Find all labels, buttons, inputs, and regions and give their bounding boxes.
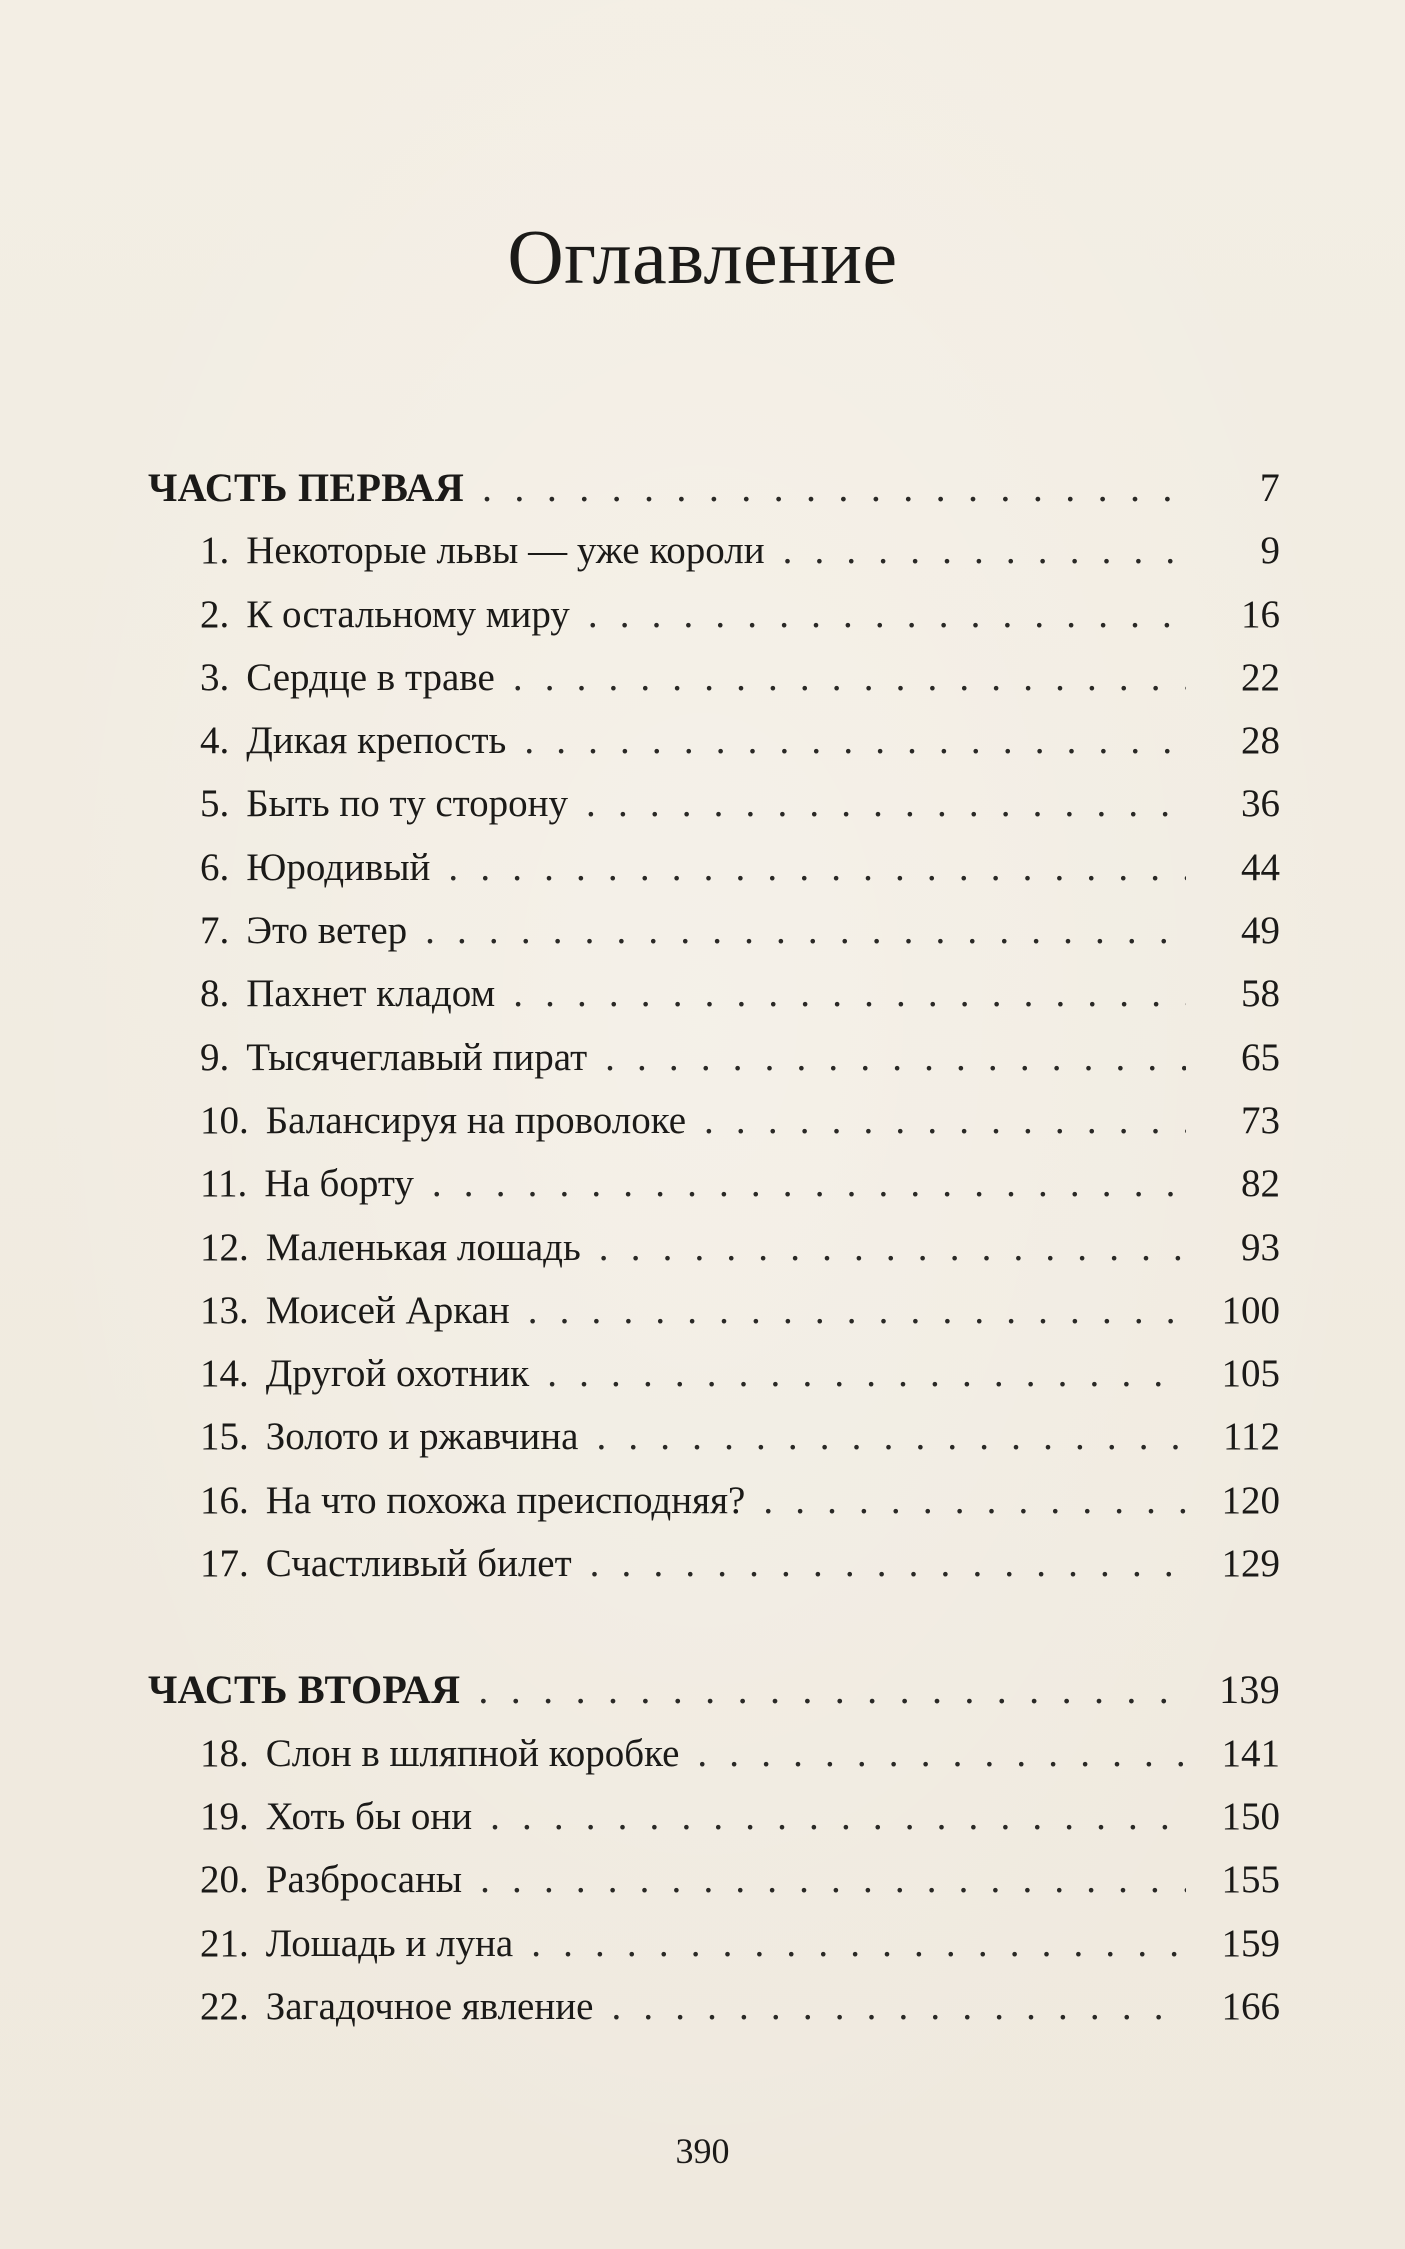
chapter-title: Золото и ржавчина xyxy=(265,1415,579,1459)
toc-chapter-row[interactable] xyxy=(148,1216,1280,1279)
toc-chapter-row[interactable] xyxy=(148,772,1280,835)
chapter-number: 7. xyxy=(200,909,230,953)
toc-chapter-row[interactable] xyxy=(148,1405,1280,1468)
dot-leader xyxy=(697,1722,1186,1785)
chapter-page-number: 141 xyxy=(1221,1731,1280,1775)
chapter-page-number: 65 xyxy=(1241,1035,1280,1079)
chapter-title: Некоторые львы — уже короли xyxy=(246,529,765,573)
toc-chapter-row[interactable] xyxy=(148,1279,1280,1342)
chapter-page-number: 28 xyxy=(1241,719,1280,763)
table-of-contents xyxy=(148,456,1280,2038)
chapter-page-number: 73 xyxy=(1241,1098,1280,1142)
dot-leader xyxy=(425,899,1186,962)
chapter-title: На борту xyxy=(264,1162,414,1206)
toc-chapter-row[interactable] xyxy=(148,1975,1280,2038)
chapter-page-number: 105 xyxy=(1221,1352,1280,1396)
part-page-number: 139 xyxy=(1219,1667,1280,1713)
chapter-number: 3. xyxy=(200,655,230,699)
dot-leader xyxy=(763,1469,1186,1532)
chapter-title: Быть по ту сторону xyxy=(246,782,569,826)
dot-leader xyxy=(528,1279,1186,1342)
chapter-page-number: 36 xyxy=(1241,782,1280,826)
part-spacer xyxy=(148,1595,1280,1658)
dot-leader xyxy=(547,1342,1186,1405)
toc-chapter-row[interactable] xyxy=(148,646,1280,709)
chapter-number: 10. xyxy=(200,1098,249,1142)
chapter-page-number: 9 xyxy=(1260,529,1280,573)
chapter-page-number: 93 xyxy=(1241,1225,1280,1269)
part-page-number: 7 xyxy=(1259,465,1280,510)
chapter-page-number: 159 xyxy=(1221,1921,1280,1965)
toc-chapter-row[interactable] xyxy=(148,1089,1280,1152)
page-number-folio: 390 xyxy=(675,2131,730,2171)
chapter-page-number: 112 xyxy=(1222,1415,1280,1459)
chapter-number: 13. xyxy=(200,1288,249,1332)
chapter-number: 9. xyxy=(200,1035,230,1079)
dot-leader xyxy=(783,519,1186,582)
dot-leader xyxy=(482,456,1186,519)
chapter-number: 16. xyxy=(200,1478,249,1522)
toc-chapter-row[interactable] xyxy=(148,1026,1280,1089)
chapter-page-number: 82 xyxy=(1241,1162,1280,1206)
chapter-page-number: 155 xyxy=(1221,1858,1280,1902)
chapter-title: Счастливый билет xyxy=(265,1542,572,1586)
chapter-title: Разбросаны xyxy=(265,1858,463,1902)
dot-leader xyxy=(513,962,1186,1025)
chapter-title: Слон в шляпной коробке xyxy=(265,1731,680,1775)
dot-leader xyxy=(531,1912,1186,1975)
chapter-number: 18. xyxy=(200,1731,249,1775)
chapter-title: Это ветер xyxy=(246,909,408,953)
chapter-number: 21. xyxy=(200,1921,249,1965)
toc-chapter-row[interactable] xyxy=(148,836,1280,899)
chapter-title: Пахнет кладом xyxy=(246,972,496,1016)
chapter-number: 22. xyxy=(200,1984,249,2028)
dot-leader xyxy=(586,772,1186,835)
toc-chapter-row[interactable] xyxy=(148,962,1280,1025)
dot-leader xyxy=(605,1026,1186,1089)
chapter-title: Другой охотник xyxy=(265,1352,530,1396)
chapter-page-number: 129 xyxy=(1221,1542,1280,1586)
chapter-number: 14. xyxy=(200,1352,249,1396)
dot-leader xyxy=(590,1532,1186,1595)
toc-chapter-row[interactable] xyxy=(148,1848,1280,1911)
chapter-page-number: 16 xyxy=(1241,592,1280,636)
toc-chapter-row[interactable] xyxy=(148,1469,1280,1532)
toc-chapter-row[interactable] xyxy=(148,1152,1280,1215)
chapter-number: 8. xyxy=(200,972,230,1016)
chapter-page-number: 49 xyxy=(1241,909,1280,953)
toc-part-heading[interactable] xyxy=(148,1658,1280,1721)
toc-chapter-row[interactable] xyxy=(148,1722,1280,1785)
chapter-title: Хоть бы они xyxy=(265,1794,473,1838)
chapter-number: 5. xyxy=(200,782,230,826)
chapter-page-number: 150 xyxy=(1221,1794,1280,1838)
chapter-page-number: 44 xyxy=(1241,845,1280,889)
chapter-title: На что похожа преисподняя? xyxy=(265,1478,746,1522)
chapter-number: 17. xyxy=(200,1542,249,1586)
chapter-title: Загадочное явление xyxy=(265,1984,594,2028)
dot-leader xyxy=(448,836,1186,899)
chapter-title: Тысячеглавый пират xyxy=(246,1035,588,1079)
toc-part-heading[interactable] xyxy=(148,456,1280,519)
chapter-title: Дикая крепость xyxy=(246,719,507,763)
dot-leader xyxy=(588,583,1186,646)
chapter-title: Юродивый xyxy=(246,845,431,889)
toc-chapter-row[interactable] xyxy=(148,1532,1280,1595)
chapter-title: Моисей Аркан xyxy=(265,1288,510,1332)
chapter-number: 1. xyxy=(200,529,230,573)
dot-leader xyxy=(611,1975,1186,2038)
toc-chapter-row[interactable] xyxy=(148,583,1280,646)
part-label: ЧАСТЬ ВТОРАЯ xyxy=(148,1667,461,1713)
chapter-number: 11. xyxy=(200,1162,248,1206)
chapter-number: 19. xyxy=(200,1794,249,1838)
chapter-title: Маленькая лошадь xyxy=(265,1225,581,1269)
chapter-page-number: 120 xyxy=(1221,1478,1280,1522)
chapter-page-number: 100 xyxy=(1221,1288,1280,1332)
chapter-title: Сердце в траве xyxy=(246,655,495,699)
dot-leader xyxy=(478,1658,1186,1721)
chapter-number: 4. xyxy=(200,719,230,763)
toc-chapter-row[interactable] xyxy=(148,899,1280,962)
dot-leader xyxy=(599,1216,1186,1279)
dot-leader xyxy=(480,1848,1186,1911)
chapter-page-number: 22 xyxy=(1241,655,1280,699)
toc-chapter-row[interactable] xyxy=(148,1785,1280,1848)
dot-leader xyxy=(513,646,1186,709)
chapter-title: К остальному миру xyxy=(246,592,570,636)
dot-leader xyxy=(432,1152,1186,1215)
chapter-number: 15. xyxy=(200,1415,249,1459)
toc-chapter-row[interactable] xyxy=(148,1342,1280,1405)
chapter-number: 12. xyxy=(200,1225,249,1269)
dot-leader xyxy=(704,1089,1186,1152)
dot-leader xyxy=(596,1405,1186,1468)
chapter-number: 20. xyxy=(200,1858,249,1902)
toc-chapter-row[interactable] xyxy=(148,519,1280,582)
dot-leader xyxy=(490,1785,1186,1848)
chapter-number: 6. xyxy=(200,845,230,889)
chapter-title: Лошадь и луна xyxy=(265,1921,514,1965)
chapter-number: 2. xyxy=(200,592,230,636)
chapter-page-number: 58 xyxy=(1241,972,1280,1016)
part-label: ЧАСТЬ ПЕРВАЯ xyxy=(148,465,465,510)
toc-chapter-row[interactable] xyxy=(148,1912,1280,1975)
toc-chapter-row[interactable] xyxy=(148,709,1280,772)
dot-leader xyxy=(524,709,1186,772)
chapter-title: Балансируя на проволоке xyxy=(265,1098,687,1142)
chapter-page-number: 166 xyxy=(1221,1984,1280,2028)
page-title: Оглавление xyxy=(507,213,898,300)
